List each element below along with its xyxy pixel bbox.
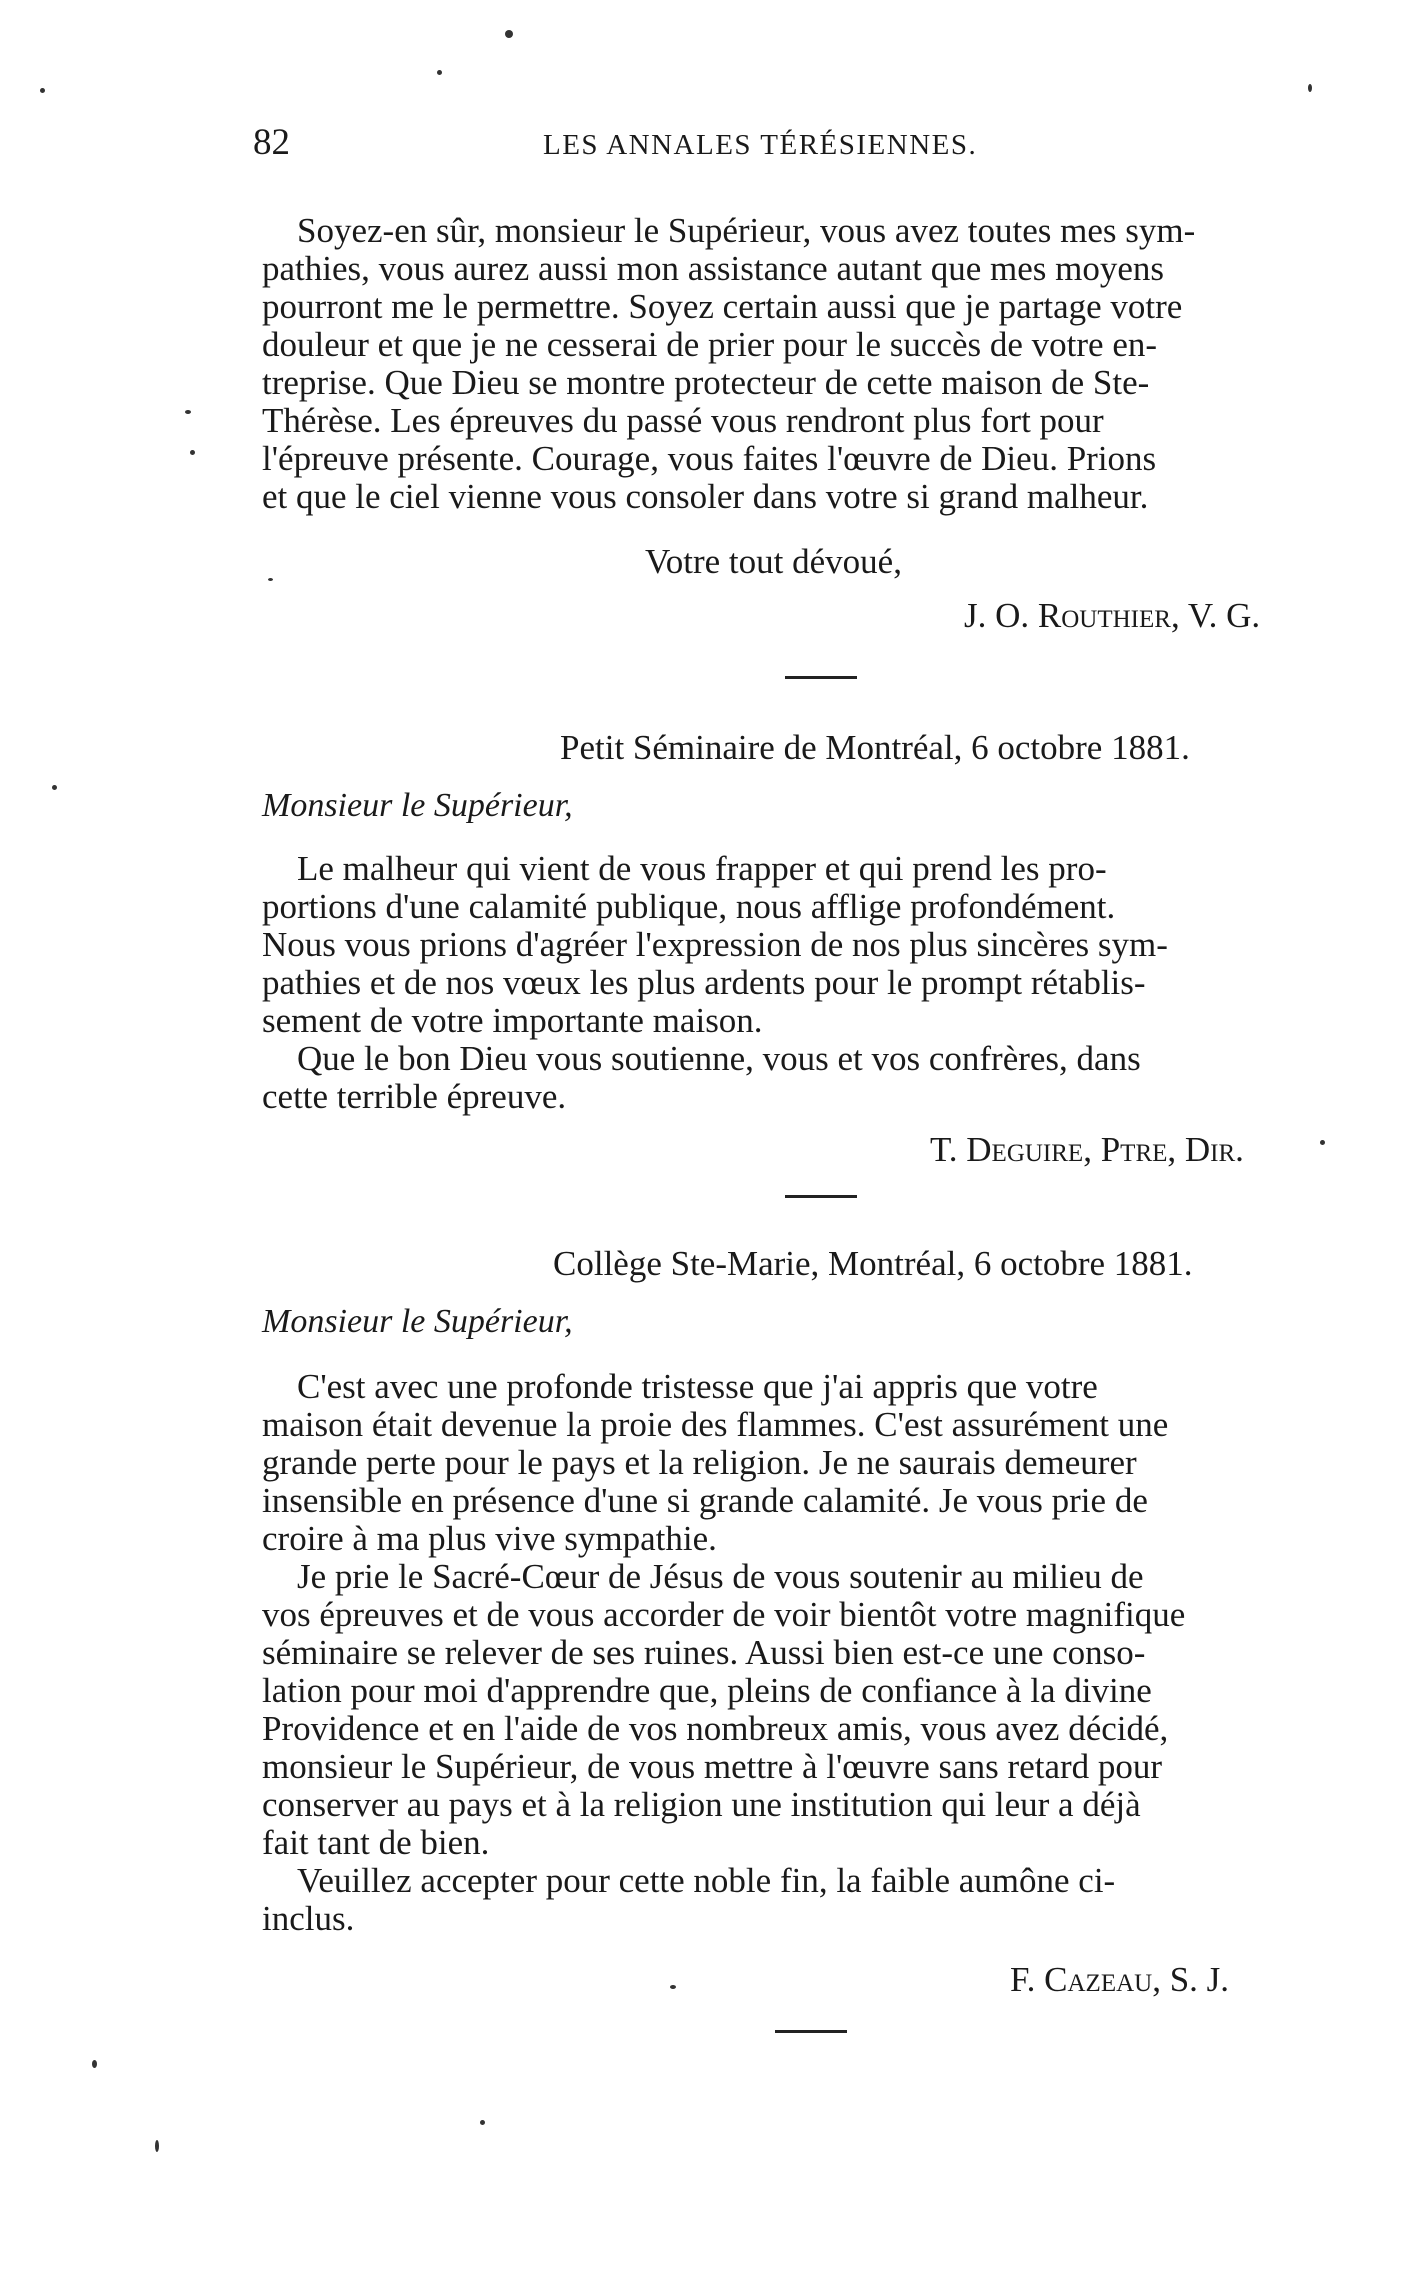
text-line: Providence et en l'aide de vos nombreux amis, vous avez décidé, [262,1709,1169,1748]
text-line: Nous vous prions d'agréer l'expression de nos plus sincères sym- [262,925,1168,964]
text-line: pourront me le permettre. Soyez certain aussi que je partage votre [262,287,1183,326]
text-line: pathies et de nos vœux les plus ardents pour le prompt rétablis- [262,963,1146,1002]
scan-speck [1308,84,1312,92]
text-line: monsieur le Supérieur, de vous mettre à l'œuvre sans retard pour [262,1747,1163,1786]
text-line: inclus. [262,1899,355,1938]
scan-speck [670,1985,676,1989]
scan-speck [40,88,45,93]
text-line: insensible en présence d'une si grande calamité. Je vous prie de [262,1481,1148,1520]
scan-speck [155,2140,159,2152]
scan-speck [505,30,513,38]
text-line: Le malheur qui vient de vous frapper et qui prend les pro- [297,849,1107,888]
letter3-body [262,1368,1362,1938]
scan-speck [52,785,57,790]
text-line: vos épreuves et de vous accorder de voir bientôt votre magnifique [262,1595,1186,1634]
text-line: douleur et que je ne cesserai de prier pour le succès de votre en- [262,325,1158,364]
scan-speck [480,2120,485,2125]
letter2-signature: T. Deguire, Ptre, Dir. [930,1130,1244,1169]
text-line: Je prie le Sacré-Cœur de Jésus de vous soutenir au milieu de [297,1557,1144,1596]
text-line: fait tant de bien. [262,1823,490,1862]
text-line: cette terrible épreuve. [262,1077,567,1116]
letter1-closing: Votre tout dévoué, [645,542,902,581]
page-number: 82 [253,122,290,163]
letter3-signature: F. Cazeau, S. J. [1010,1960,1230,1999]
scan-speck [268,578,273,581]
scan-speck [185,410,191,414]
text-line: Thérèse. Les épreuves du passé vous rendront plus fort pour [262,401,1104,440]
scan-speck [92,2060,97,2068]
text-line: pathies, vous aurez aussi mon assistance autant que mes moyens [262,249,1165,288]
letter3-salutation: Monsieur le Supérieur, [262,1303,573,1340]
letter1-signature: J. O. Routhier, V. G. [964,596,1261,635]
section-divider [785,1195,857,1198]
letter1-body [262,212,1362,516]
letter2-body [262,850,1362,1116]
text-line: croire à ma plus vive sympathie. [262,1519,717,1558]
text-line: lation pour moi d'apprendre que, pleins de confiance à la divine [262,1671,1152,1710]
letter2-dateline: Petit Séminaire de Montréal, 6 octobre 1881. [560,728,1190,767]
text-line: Soyez-en sûr, monsieur le Supérieur, vous avez toutes mes sym- [297,211,1196,250]
letter3-dateline: Collège Ste-Marie, Montréal, 6 octobre 1881. [553,1244,1193,1283]
text-line: conserver au pays et à la religion une institution qui leur a déjà [262,1785,1141,1824]
text-line: Que le bon Dieu vous soutienne, vous et vos confrères, dans [297,1039,1141,1078]
text-line: portions d'une calamité publique, nous afflige profondément. [262,887,1116,926]
text-line: séminaire se relever de ses ruines. Aussi bien est-ce une conso- [262,1633,1146,1672]
text-line: sement de votre importante maison. [262,1001,763,1040]
section-divider [785,676,857,679]
text-line: grande perte pour le pays et la religion. Je ne saurais demeurer [262,1443,1137,1482]
scan-speck [1320,1140,1325,1145]
text-line: maison était devenue la proie des flammes. C'est assurément une [262,1405,1169,1444]
running-title: LES ANNALES TÉRÉSIENNES. [543,129,978,161]
text-line: C'est avec une profonde tristesse que j'ai appris que votre [297,1367,1098,1406]
page-header [253,118,1083,168]
scan-speck [190,450,195,455]
text-line: et que le ciel vienne vous consoler dans votre si grand malheur. [262,477,1149,516]
text-line: l'épreuve présente. Courage, vous faites l'œuvre de Dieu. Prions [262,439,1157,478]
text-line: treprise. Que Dieu se montre protecteur de cette maison de Ste- [262,363,1150,402]
scan-speck [437,70,442,75]
letter2-salutation: Monsieur le Supérieur, [262,787,573,824]
section-divider [775,2030,847,2033]
text-line: Veuillez accepter pour cette noble fin, la faible aumône ci- [297,1861,1116,1900]
